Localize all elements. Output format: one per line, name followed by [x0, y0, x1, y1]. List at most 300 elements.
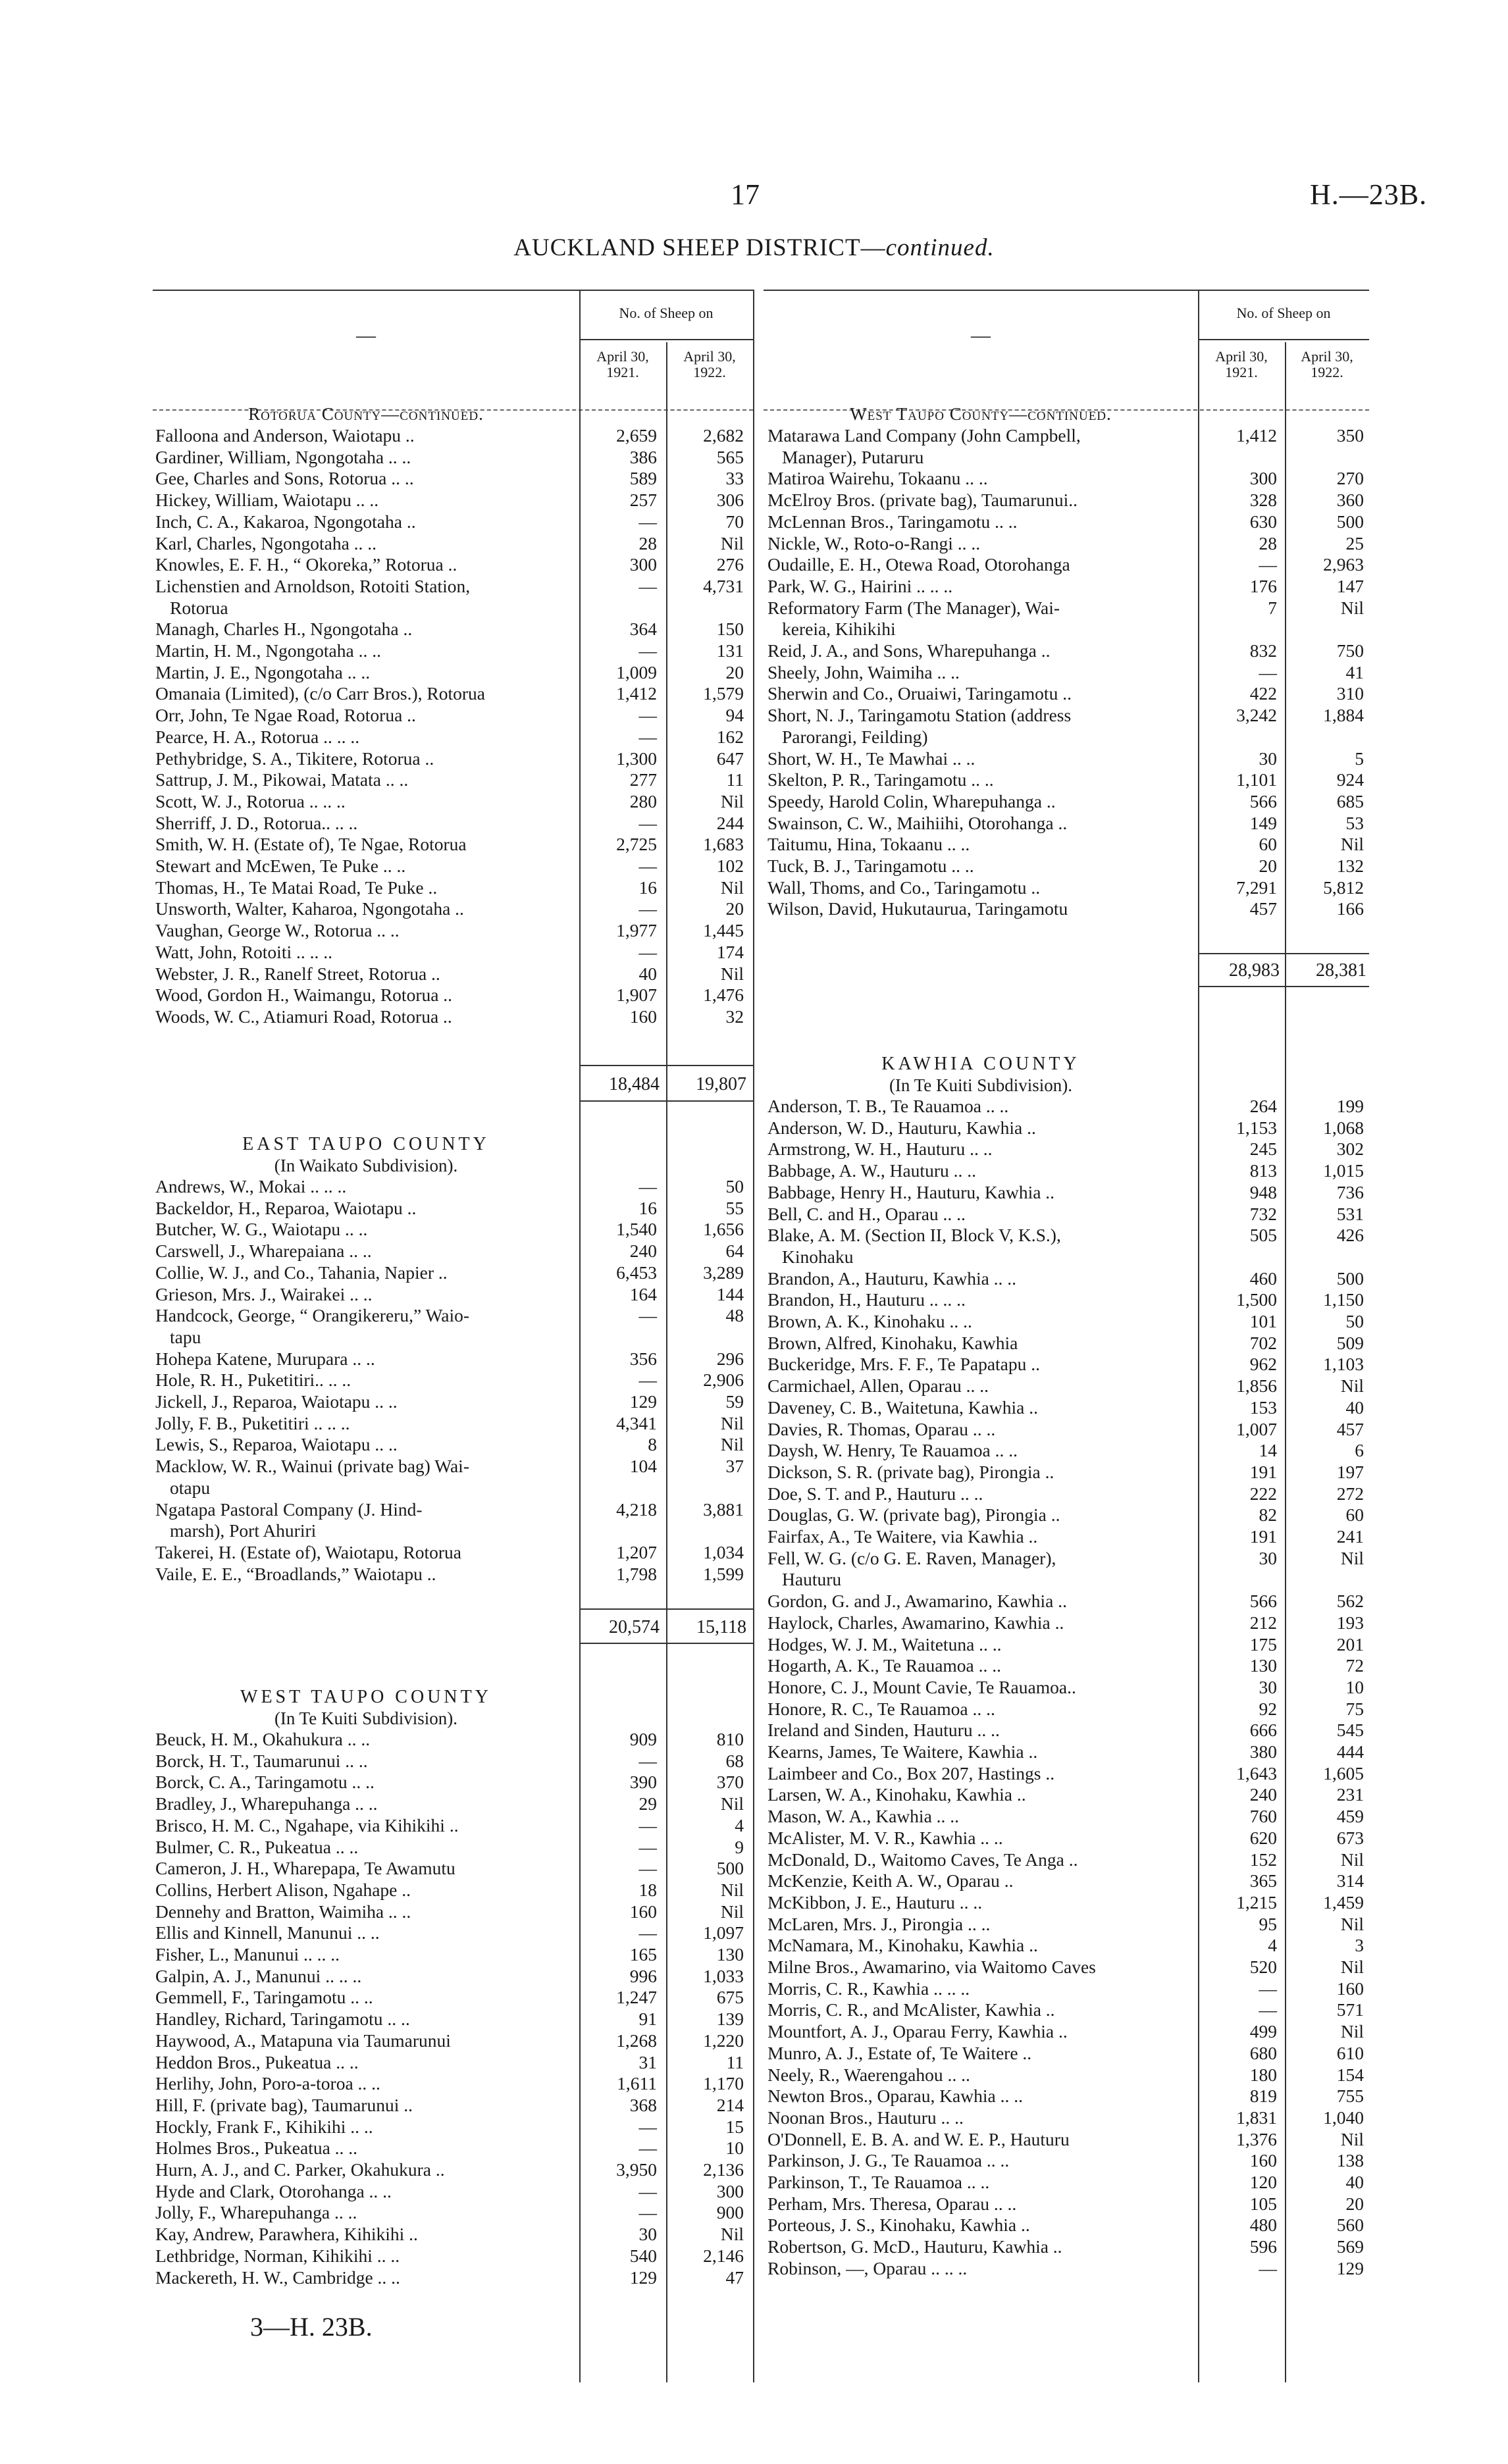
holder-name: Porteous, J. S., Kinohaku, Kawhia ..	[767, 2215, 1030, 2236]
table-row	[0, 704, 1508, 727]
sheep-1921: —	[1259, 661, 1277, 682]
holder-name: McKibbon, J. E., Hauturu .. ..	[767, 1891, 983, 1912]
table-row	[0, 1741, 1508, 1763]
sheep-1922: 426	[1336, 1225, 1364, 1246]
holder-name: Borck, H. T., Taumarunui .. ..	[155, 1750, 368, 1771]
table-row	[0, 1397, 1508, 1419]
sheep-1922: Nil	[1340, 2128, 1364, 2149]
table-row	[0, 2064, 1508, 2086]
sheep-1922: 1,097	[703, 1922, 744, 1943]
sheep-1921: 1,798	[616, 1563, 657, 1584]
rotorua-heading: Rotorua County—continued.	[248, 404, 484, 424]
table-row	[0, 1999, 1508, 2021]
holder-name: Backeldor, H., Reparoa, Waiotapu ..	[155, 1197, 417, 1218]
holder-name: Brandon, H., Hauturu .. .. ..	[767, 1289, 966, 1310]
table-row	[0, 1849, 1508, 1871]
holder-name: Collins, Herbert Alison, Ngahape ..	[155, 1879, 411, 1900]
sheep-1922: 1,103	[1323, 1354, 1364, 1375]
footer-reference: 3—H. 23B.	[250, 2312, 373, 2342]
holder-name: Lichenstien and Arnoldson, Rotoiti Station,	[155, 575, 471, 596]
sheep-1921: 240	[1249, 1784, 1277, 1805]
sheep-1922: Nil	[1340, 2021, 1364, 2042]
holder-name: otapu	[170, 1477, 211, 1498]
sheep-1921: 566	[1249, 1591, 1277, 1612]
sheep-1922: Nil	[1340, 1849, 1364, 1870]
table-row	[0, 963, 1508, 985]
sheep-1922: 560	[1336, 2215, 1364, 2236]
sheep-1922: 37	[725, 1456, 744, 1477]
holder-name: Tuck, B. J., Taringamotu .. ..	[767, 856, 974, 876]
sheep-1921: —	[638, 640, 657, 661]
sheep-1922: 509	[1336, 1332, 1364, 1353]
holder-name: O'Donnell, E. B. A. and W. E. P., Hauturu	[767, 2128, 1070, 2149]
sheep-1922: 924	[1336, 769, 1364, 790]
table-row	[0, 1870, 1508, 1892]
holder-name: Parkinson, J. G., Te Rauamoa .. ..	[767, 2150, 1010, 2171]
holder-name: Fisher, L., Manunui .. .. ..	[155, 1944, 340, 1964]
holder-name: Babbage, A. W., Hauturu .. ..	[767, 1160, 976, 1181]
sheep-1921: —	[638, 2138, 657, 2159]
holder-name: Brisco, H. M. C., Ngahape, via Kihikihi ..	[155, 1814, 459, 1835]
holder-name: Skelton, P. R., Taringamotu .. ..	[767, 769, 994, 790]
sheep-1922: 72	[1345, 1655, 1364, 1676]
holder-name: Manager), Putaruru	[782, 446, 924, 467]
right-header-1922: April 30, 1922.	[1301, 348, 1353, 380]
sheep-1922: 132	[1336, 856, 1364, 876]
sheep-1921: 277	[629, 769, 657, 790]
rotorua-total-1922: 19,807	[696, 1074, 746, 1094]
sheep-1921: 760	[1249, 1806, 1277, 1827]
holder-name: Beuck, H. M., Okahukura .. ..	[155, 1729, 371, 1749]
holder-name: McAlister, M. V. R., Kawhia .. ..	[767, 1827, 1003, 1848]
sheep-1921: 40	[638, 963, 657, 984]
holder-name: Andrews, W., Mokai .. .. ..	[155, 1176, 347, 1196]
table-row	[0, 919, 1508, 942]
west-taupo-total-1921: 28,983	[1229, 960, 1280, 981]
sheep-1922: Nil	[720, 790, 744, 811]
table-row	[0, 2236, 1508, 2258]
sheep-1922: 4	[735, 1814, 744, 1835]
sheep-1921: 212	[1249, 1612, 1277, 1633]
sheep-1921: 6,453	[616, 1262, 657, 1283]
holder-name: Handley, Richard, Taringamotu .. ..	[155, 2009, 410, 2030]
sheep-1922: Nil	[1340, 1913, 1364, 1934]
sheep-1922: Nil	[720, 2224, 744, 2245]
table-row	[0, 575, 1508, 598]
sheep-1921: 91	[638, 2009, 657, 2030]
east-taupo-heading: EAST TAUPO COUNTY	[242, 1134, 490, 1154]
sheep-1922: 150	[716, 619, 744, 640]
sheep-1922: 11	[726, 2051, 744, 2072]
sheep-1921: 92	[1259, 1698, 1277, 1719]
holder-name: Perham, Mrs. Theresa, Oparau .. ..	[767, 2193, 1017, 2214]
sheep-1922: 20	[725, 898, 744, 919]
sheep-1921: 30	[1259, 748, 1277, 769]
holder-name: Hyde and Clark, Otorohanga .. ..	[155, 2180, 392, 2201]
sheep-1922: 48	[725, 1305, 744, 1326]
sheep-1921: 300	[1249, 468, 1277, 489]
sheep-1921: 4,218	[616, 1499, 657, 1520]
sheep-1922: 610	[1336, 2042, 1364, 2063]
sheep-1921: 666	[1249, 1720, 1277, 1741]
sheep-1921: 1,153	[1236, 1117, 1277, 1138]
sheep-1922: 500	[1336, 511, 1364, 532]
sheep-1922: 296	[716, 1348, 744, 1369]
holder-name: Kearns, James, Te Waitere, Kawhia ..	[767, 1741, 1038, 1762]
sheep-1921: 1,907	[616, 985, 657, 1006]
sheep-1922: 231	[1336, 1784, 1364, 1805]
holder-name: Doe, S. T. and P., Hauturu .. ..	[767, 1483, 983, 1504]
holder-name: Borck, C. A., Taringamotu .. ..	[155, 1772, 375, 1793]
table-row	[0, 532, 1508, 555]
sheep-1921: 30	[1259, 1547, 1277, 1568]
holder-name: Inch, C. A., Kakaroa, Ngongotaha ..	[155, 511, 416, 532]
sheep-1921: 630	[1249, 511, 1277, 532]
sheep-1922: 1,884	[1323, 705, 1364, 726]
table-row	[0, 1332, 1508, 1354]
sheep-1922: 755	[1336, 2086, 1364, 2107]
holder-name: Stewart and McEwen, Te Puke .. ..	[155, 856, 406, 876]
holder-name: Haywood, A., Matapuna via Taumarunui	[155, 2030, 451, 2051]
sheep-1922: 25	[1345, 532, 1364, 553]
holder-name: Hickey, William, Waiotapu .. ..	[155, 490, 379, 511]
sheep-1922: 736	[1336, 1181, 1364, 1202]
sheep-1921: —	[1259, 1978, 1277, 1999]
holder-name: Munro, A. J., Estate of, Te Waitere ..	[767, 2042, 1032, 2063]
sheep-1922: Nil	[720, 1434, 744, 1455]
sheep-1921: 4	[1268, 1935, 1277, 1956]
sheep-1922: 360	[1336, 490, 1364, 511]
sheep-1921: 180	[1249, 2064, 1277, 2085]
page-title	[0, 234, 1508, 262]
sheep-1922: 457	[1336, 1418, 1364, 1439]
sheep-1922: 11	[726, 769, 744, 790]
rotorua-total-rule-top	[579, 1065, 753, 1066]
sheep-1922: 47	[725, 2267, 744, 2288]
sheep-1922: Nil	[720, 877, 744, 898]
holder-name: Newton Bros., Oparau, Kawhia .. ..	[767, 2086, 1023, 2107]
table-row	[0, 1310, 1508, 1333]
sheep-1921: 7	[1268, 597, 1277, 618]
sheep-1921: 1,101	[1236, 769, 1277, 790]
table-row	[0, 1246, 1508, 1268]
east-taupo-total-1921: 20,574	[609, 1617, 660, 1637]
holder-name: McElroy Bros. (private bag), Taumarunui..	[767, 490, 1078, 511]
sheep-1921: 1,856	[1236, 1375, 1277, 1397]
sheep-1921: —	[638, 941, 657, 962]
table-row	[0, 1203, 1508, 1225]
sheep-1921: 386	[629, 446, 657, 467]
west-taupo-subheading: (In Te Kuiti Subdivision).	[274, 1708, 458, 1728]
table-row	[0, 1160, 1508, 1182]
west-taupo-total-rule-bottom	[1198, 986, 1369, 987]
sheep-1921: 120	[1249, 2172, 1277, 2192]
holder-name: Brown, A. K., Kinohaku .. ..	[767, 1311, 972, 1331]
sheep-1921: 1,215	[1236, 1891, 1277, 1912]
table-row	[0, 424, 1508, 447]
sheep-1922: 2,146	[703, 2245, 744, 2266]
sheep-1922: 10	[725, 2138, 744, 2159]
sheep-1922: 459	[1336, 1806, 1364, 1827]
sheep-1922: 144	[716, 1283, 744, 1304]
east-taupo-subheading: (In Waikato Subdivision).	[274, 1156, 458, 1175]
sheep-1921: 1,500	[1236, 1289, 1277, 1310]
holder-name: Orr, John, Te Ngae Road, Rotorua ..	[155, 705, 416, 726]
east-taupo-total-1922: 15,118	[696, 1617, 746, 1637]
holder-name: Butcher, W. G., Waiotapu .. ..	[155, 1219, 368, 1240]
right-header-1921: April 30, 1921.	[1215, 348, 1268, 380]
sheep-1922: 270	[1336, 468, 1364, 489]
table-row	[0, 1547, 1508, 1570]
table-row	[0, 1439, 1508, 1462]
sheep-1921: 28	[1259, 532, 1277, 553]
sheep-1922: 130	[716, 1944, 744, 1964]
holder-name: Woods, W. C., Atiamuri Road, Rotorua ..	[155, 1006, 452, 1027]
table-row	[0, 1483, 1508, 1505]
sheep-1921: 596	[1249, 2236, 1277, 2257]
sheep-1921: —	[638, 726, 657, 747]
sheep-1921: —	[638, 1858, 657, 1879]
sheep-1921: 245	[1249, 1139, 1277, 1160]
holder-name: Carmichael, Allen, Oparau .. ..	[767, 1375, 989, 1397]
holder-name: Martin, J. E., Ngongotaha .. ..	[155, 661, 371, 682]
sheep-1922: Nil	[1340, 1375, 1364, 1397]
left-header-sheep: No. of Sheep on	[619, 305, 714, 321]
sheep-1922: Nil	[720, 1901, 744, 1922]
table-row	[0, 984, 1508, 1006]
title-continued: continued.	[885, 234, 995, 261]
sheep-1921: 31	[638, 2051, 657, 2072]
sheep-1922: 1,579	[703, 683, 744, 704]
sheep-1922: 3	[1355, 1935, 1364, 1956]
sheep-1922: 15	[725, 2116, 744, 2137]
sheep-1921: 105	[1249, 2193, 1277, 2214]
table-row	[0, 2107, 1508, 2129]
sheep-1922: 147	[1336, 575, 1364, 596]
holder-name: Mackereth, H. W., Cambridge .. ..	[155, 2267, 400, 2288]
holder-name: Bradley, J., Wharepuhanga .. ..	[155, 1793, 378, 1814]
holder-name: Daveney, C. B., Waitetuna, Kawhia ..	[767, 1397, 1038, 1418]
sheep-1921: 28	[638, 532, 657, 553]
sheep-1922: 6	[1355, 1440, 1364, 1461]
holder-name: Gordon, G. and J., Awamarino, Kawhia ..	[767, 1591, 1067, 1612]
holder-name: Haylock, Charles, Awamarino, Kawhia ..	[767, 1612, 1064, 1633]
left-table-top-rule	[153, 290, 753, 291]
table-row	[0, 812, 1508, 834]
sheep-1921: —	[638, 511, 657, 532]
holder-name: Wood, Gordon H., Waimangu, Rotorua ..	[155, 985, 453, 1006]
sheep-1921: 1,540	[616, 1219, 657, 1240]
table-row	[0, 1805, 1508, 1828]
sheep-1922: 139	[716, 2009, 744, 2030]
holder-name: Sherwin and Co., Oruaiwi, Taringamotu ..	[767, 683, 1072, 704]
holder-name: Short, W. H., Te Mawhai .. ..	[767, 748, 975, 769]
holder-name: Robertson, G. McD., Hauturu, Kawhia ..	[767, 2236, 1062, 2257]
west-taupo-total-1922: 28,381	[1316, 960, 1366, 981]
sheep-1922: 4,731	[703, 575, 744, 596]
holder-name: Thomas, H., Te Matai Road, Te Puke ..	[155, 877, 438, 898]
sheep-1921: 948	[1249, 1181, 1277, 1202]
sheep-1921: 480	[1249, 2215, 1277, 2236]
holder-name: Holmes Bros., Pukeatua .. ..	[155, 2138, 358, 2159]
sheep-1922: 1,459	[1323, 1891, 1364, 1912]
sheep-1921: 1,977	[616, 920, 657, 941]
table-row	[0, 1590, 1508, 1612]
sheep-1922: 1,033	[703, 1965, 744, 1986]
sheep-1921: —	[1259, 554, 1277, 575]
holder-name: Dickson, S. R. (private bag), Pirongia ..	[767, 1461, 1054, 1482]
sheep-1922: 545	[1336, 1720, 1364, 1741]
table-row	[0, 1268, 1508, 1290]
sheep-1921: 1,611	[617, 2073, 657, 2094]
sheep-1922: 129	[1336, 2257, 1364, 2278]
sheep-1922: 201	[1336, 1633, 1364, 1655]
table-row	[0, 1117, 1508, 1139]
table-row	[0, 661, 1508, 684]
sheep-1921: 16	[638, 877, 657, 898]
sheep-1921: —	[638, 812, 657, 833]
sheep-1922: Nil	[720, 1879, 744, 1900]
sheep-1921: 129	[629, 1391, 657, 1412]
sheep-1921: 300	[629, 554, 657, 575]
holder-name: Robinson, —, Oparau .. .. ..	[767, 2257, 968, 2278]
sheep-1921: 356	[629, 1348, 657, 1369]
sheep-1921: 702	[1249, 1332, 1277, 1353]
sheep-1922: 306	[716, 490, 744, 511]
sheep-1922: 241	[1336, 1526, 1364, 1547]
left-header-1921: April 30, 1921.	[596, 348, 649, 380]
holder-name: Kay, Andrew, Parawhera, Kihikihi ..	[155, 2224, 418, 2245]
sheep-1921: 380	[1249, 1741, 1277, 1762]
table-row	[0, 1978, 1508, 2000]
sheep-1921: 20	[1259, 856, 1277, 876]
holder-name: Dennehy and Bratton, Waimiha .. ..	[155, 1901, 411, 1922]
sheep-1922: 647	[716, 748, 744, 769]
holder-name: Handcock, George, “ Orangikereru,” Waio-	[155, 1305, 470, 1326]
holder-name: Webster, J. R., Ranelf Street, Rotorua ..	[155, 963, 440, 984]
holder-name: Ellis and Kinnell, Manunui .. ..	[155, 1922, 380, 1943]
sheep-1921: 1,207	[616, 1541, 657, 1562]
table-row	[0, 1655, 1508, 1677]
holder-name: marsh), Port Ahuriri	[170, 1520, 317, 1541]
sheep-1921: —	[1259, 1999, 1277, 2020]
holder-name: Hole, R. H., Puketitiri.. .. ..	[155, 1370, 351, 1391]
sheep-1922: 685	[1336, 790, 1364, 811]
sheep-1921: 1,247	[616, 1987, 657, 2008]
holder-name: Watt, John, Rotoiti .. .. ..	[155, 941, 332, 962]
sheep-1922: 162	[716, 726, 744, 747]
holder-name: Sheely, John, Waimiha .. ..	[767, 661, 960, 682]
sheep-1922: 20	[1345, 2193, 1364, 2214]
table-row	[0, 2257, 1508, 2280]
table-row	[0, 1676, 1508, 1699]
table-row	[0, 1913, 1508, 1936]
table-row	[0, 597, 1508, 619]
holder-name: Gemmell, F., Taringamotu .. ..	[155, 1987, 373, 2008]
holder-name: Jolly, F., Wharepuhanga .. ..	[155, 2202, 357, 2223]
holder-name: Morris, C. R., Kawhia .. .. ..	[767, 1978, 970, 1999]
left-subhead-rule	[579, 339, 753, 340]
sheep-1921: 29	[638, 1793, 657, 1814]
sheep-1922: 565	[716, 446, 744, 467]
sheep-1921: 257	[629, 490, 657, 511]
holder-name: Falloona and Anderson, Waiotapu ..	[155, 425, 415, 446]
sheep-1922: 197	[1336, 1461, 1364, 1482]
sheep-1922: 1,170	[703, 2073, 744, 2094]
holder-name: Honore, R. C., Te Rauamoa .. ..	[767, 1698, 995, 1719]
holder-name: Hogarth, A. K., Te Rauamoa .. ..	[767, 1655, 1002, 1676]
sheep-1921: 1,007	[1236, 1418, 1277, 1439]
sheep-1921: 153	[1249, 1397, 1277, 1418]
kawhia-subheading: (In Te Kuiti Subdivision).	[889, 1075, 1073, 1095]
sheep-1921: 368	[629, 2094, 657, 2115]
holder-name: McNamara, M., Kinohaku, Kawhia ..	[767, 1935, 1038, 1956]
sheep-1922: Nil	[720, 1412, 744, 1433]
sheep-1921: 390	[629, 1772, 657, 1793]
sheep-1922: 810	[716, 1729, 744, 1749]
sheep-1922: Nil	[720, 1793, 744, 1814]
sheep-1921: 175	[1249, 1633, 1277, 1655]
sheep-1922: Nil	[1340, 1547, 1364, 1568]
holder-name: Mountfort, A. J., Oparau Ferry, Kawhia ..	[767, 2021, 1068, 2042]
holder-name: Hodges, W. J. M., Waitetuna .. ..	[767, 1633, 1002, 1655]
sheep-1921: 364	[629, 619, 657, 640]
holder-name: McLaren, Mrs. J., Pirongia .. ..	[767, 1913, 991, 1934]
holder-name: Buckeridge, Mrs. F. F., Te Papatapu ..	[767, 1354, 1041, 1375]
sheep-1921: 191	[1249, 1461, 1277, 1482]
table-row	[0, 618, 1508, 640]
holder-name: Knowles, E. F. H., “ Okoreka,” Rotorua ..	[155, 554, 457, 575]
sheep-1922: Nil	[1340, 834, 1364, 855]
rotorua-total-1921: 18,484	[609, 1074, 660, 1094]
table-row	[0, 2042, 1508, 2065]
holder-name: Reid, J. A., and Sons, Wharepuhanga ..	[767, 640, 1051, 661]
table-row	[0, 1289, 1508, 1311]
holder-name: Douglas, G. W. (private bag), Pirongia ..	[767, 1504, 1060, 1526]
sheep-1922: 33	[725, 468, 744, 489]
sheep-1922: 5,812	[1323, 877, 1364, 898]
holder-name: Hauturu	[782, 1569, 842, 1590]
table-row	[0, 1526, 1508, 1548]
sheep-1922: 70	[725, 511, 744, 532]
holder-name: Gardiner, William, Ngongotaha .. ..	[155, 446, 411, 467]
holder-name: Rotorua	[170, 597, 228, 618]
holder-name: Hockly, Frank F., Kihikihi .. ..	[155, 2116, 373, 2137]
holder-name: Armstrong, W. H., Hauturu .. ..	[767, 1139, 993, 1160]
sheep-1922: 1,068	[1323, 1117, 1364, 1138]
sheep-1922: 300	[716, 2180, 744, 2201]
sheep-1921: —	[638, 575, 657, 596]
holder-name: Taitumu, Hina, Tokaanu .. ..	[767, 834, 970, 855]
table-row	[0, 1353, 1508, 1375]
sheep-1921: 1,831	[1236, 2107, 1277, 2128]
holder-name: Speedy, Harold Colin, Wharepuhanga ..	[767, 790, 1056, 811]
sheep-1922: 1,220	[703, 2030, 744, 2051]
sheep-1921: 222	[1249, 1483, 1277, 1504]
holder-name: Bell, C. and H., Oparau .. ..	[767, 1203, 966, 1224]
sheep-1922: 1,476	[703, 985, 744, 1006]
sheep-1921: 164	[629, 1283, 657, 1304]
west-taupo-heading: WEST TAUPO COUNTY	[240, 1687, 492, 1707]
sheep-1922: 314	[1336, 1870, 1364, 1891]
table-row	[0, 467, 1508, 490]
sheep-1921: —	[638, 1922, 657, 1943]
holder-name: Grieson, Mrs. J., Wairakei .. ..	[155, 1283, 373, 1304]
table-row	[0, 941, 1508, 963]
table-row	[0, 748, 1508, 770]
holder-name: Nickle, W., Roto-o-Rangi .. ..	[767, 532, 981, 553]
sheep-1921: 191	[1249, 1526, 1277, 1547]
